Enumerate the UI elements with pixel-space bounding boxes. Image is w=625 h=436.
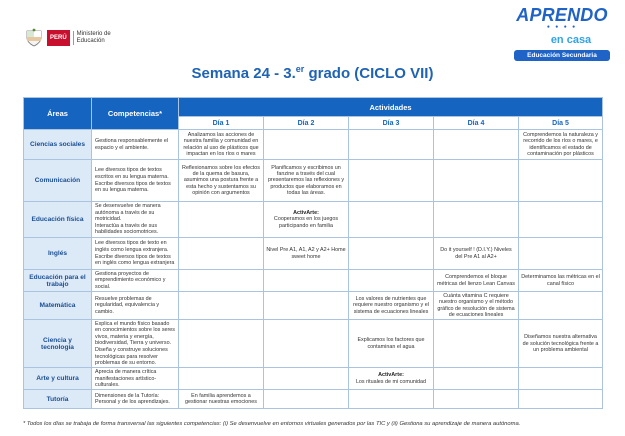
day-5-cell xyxy=(519,160,603,202)
day-3-cell xyxy=(349,390,434,409)
area-label: Matemática xyxy=(24,292,92,320)
day-2-cell xyxy=(264,292,349,320)
table-row xyxy=(24,160,603,202)
day-1-cell: En familia aprendemos a gestionar nuestras emociones xyxy=(179,390,264,409)
logo-sub-text: en casa xyxy=(550,34,592,46)
area-label: Arte y cultura xyxy=(24,368,92,390)
day-1-cell xyxy=(179,202,264,238)
competencias-cell: Resuelve problemas de regularidad, equivalencia y cambio. xyxy=(92,292,179,320)
day-2-cell: ActivArte: Cooperamos en los juegos participando en familia xyxy=(264,202,349,238)
table-row xyxy=(24,130,603,160)
header-competencias: Competencias* xyxy=(92,98,179,130)
title-sup: er xyxy=(295,64,305,74)
activarte-label: ActivArte: xyxy=(378,372,404,379)
day-3-cell xyxy=(349,130,434,160)
peru-label: PERÚ xyxy=(47,30,70,46)
header-areas: Áreas xyxy=(24,98,92,130)
day-3-cell: ActivArte: Los rituales de mi comunidad xyxy=(349,368,434,390)
aprendo-en-casa-logo xyxy=(514,6,610,61)
table-row xyxy=(24,390,603,409)
day-3-cell xyxy=(349,238,434,270)
table-row xyxy=(24,320,603,368)
area-label: Inglés xyxy=(24,238,92,270)
day-3-cell xyxy=(349,202,434,238)
day-5-cell xyxy=(519,202,603,238)
table-row xyxy=(24,368,603,390)
area-label: Ciencias sociales xyxy=(24,130,92,160)
day-2-cell: Nivel Pre A1, A1, A2 y A2+ Home sweet home xyxy=(264,238,349,270)
day-5-cell: Diseñamos nuestra alternativa de solución tecnológica frente a un problema ambiental xyxy=(519,320,603,368)
competencias-cell: Explica el mundo físico basado en conocimientos sobre los seres vivos, materia y energía, biodiversidad, Tierra y universo. Diseña y construye soluciones tecnológicas para resolver problemas de su entorno. xyxy=(92,320,179,368)
logo-level-badge: Educación Secundaria xyxy=(514,50,610,61)
day-4-cell xyxy=(434,368,519,390)
logo-dots-icon: ● ● ● ● xyxy=(546,24,578,30)
header-day-3: Día 3 xyxy=(349,117,434,130)
day-1-cell: Analizamos las acciones de nuestra familia y comunidad en relación al uso de plásticos que impactan en los ríos o mares xyxy=(179,130,264,160)
day-2-cell xyxy=(264,368,349,390)
day-3-cell: Los valores de nutrientes que requiere nuestro organismo y el sistema de ecuaciones lineales xyxy=(349,292,434,320)
day-4-cell xyxy=(434,130,519,160)
page-title xyxy=(0,64,625,82)
competencias-cell: Dimensiones de la Tutoría: Personal y de los aprendizajes. xyxy=(92,390,179,409)
day-1-cell: Reflexionamos sobre los efectos de la quema de basura, asumimos una postura frente a esta hecho y sustentamos su opinión con argumentos xyxy=(179,160,264,202)
day-2-cell: Planificamos y escribimos un fanzine a través del cual presentaremos las reflexiones y productos que elaboramos en todas las áreas. xyxy=(264,160,349,202)
day-1-cell xyxy=(179,238,264,270)
area-label: Comunicación xyxy=(24,160,92,202)
day-4-cell xyxy=(434,160,519,202)
table-row xyxy=(24,238,603,270)
day-5-cell xyxy=(519,368,603,390)
activarte-label: ActivArte: xyxy=(293,210,319,217)
day-4-cell: Cuánta vitamina C requiere nuestro organismo y el método gráfico de resolución de sistema de ecuaciones lineales xyxy=(434,292,519,320)
header-actividades: Actividades xyxy=(179,98,603,117)
day-2-cell xyxy=(264,390,349,409)
logo-main-text: APRENDO xyxy=(516,5,608,25)
competencias-cell: Se desenvuelve de manera autónoma a través de su motricidad. Interactúa a través de sus habilidades sociomotrices. xyxy=(92,202,179,238)
title-main: Semana 24 - 3. xyxy=(191,65,296,82)
competencias-cell: Lee diversos tipos de texto en inglés como lengua extranjera. Escribe diversos tipos de textos en inglés como lengua extranjera xyxy=(92,238,179,270)
day-4-cell xyxy=(434,390,519,409)
coat-of-arms-icon xyxy=(24,28,44,48)
competencias-cell: Lee diversos tipos de textos escritos en su lengua materna. Escribe diversos tipos de textos en su lengua materna. xyxy=(92,160,179,202)
day-4-cell xyxy=(434,320,519,368)
header-day-5: Día 5 xyxy=(519,117,603,130)
area-label: Tutoría xyxy=(24,390,92,409)
ministry-label: Ministerio de Educación xyxy=(73,31,133,45)
day-5-cell xyxy=(519,238,603,270)
area-label: Ciencia y tecnología xyxy=(24,320,92,368)
day-1-cell xyxy=(179,270,264,292)
area-label: Educación física xyxy=(24,202,92,238)
competencias-cell: Aprecia de manera crítica manifestaciones artístico-culturales. xyxy=(92,368,179,390)
day-2-cell xyxy=(264,130,349,160)
schedule-table xyxy=(23,97,603,409)
table-row xyxy=(24,292,603,320)
day-1-cell xyxy=(179,292,264,320)
title-rest: grado (CICLO VII) xyxy=(304,65,434,82)
day-2-cell xyxy=(264,320,349,368)
day-5-cell: Determinamos las métricas en el canal físico xyxy=(519,270,603,292)
day-5-cell xyxy=(519,292,603,320)
day-3-cell: Explicamos los factores que contaminan el agua xyxy=(349,320,434,368)
header-day-1: Día 1 xyxy=(179,117,264,130)
minedu-logo xyxy=(24,28,133,48)
day-5-cell: Comprendemos la naturaleza y recorrido de los ríos o mares, e identificamos el estado de contaminación por plásticos xyxy=(519,130,603,160)
competencias-cell: Gestiona responsablemente el espacio y el ambiente. xyxy=(92,130,179,160)
day-1-cell xyxy=(179,320,264,368)
table-row xyxy=(24,202,603,238)
header-day-2: Día 2 xyxy=(264,117,349,130)
competencias-cell: Gestiona proyectos de emprendimiento económico y social. xyxy=(92,270,179,292)
day-4-cell xyxy=(434,202,519,238)
day-4-cell: Comprendemos el bloque métricas del lienzo Lean Canvas xyxy=(434,270,519,292)
day-2-cell xyxy=(264,270,349,292)
footnote: * Todos los días se trabaja de forma transversal las siguientes competencias: (i) Se desenvuelve en entornos virtuales generados por las TIC y (ii) Gestiona su aprendizaje de manera autónoma. xyxy=(23,421,521,427)
day-4-cell: Do it yourself ! (D.I.Y.) Niveles del Pre A1 al A2+ xyxy=(434,238,519,270)
header xyxy=(0,0,625,60)
day-1-cell xyxy=(179,368,264,390)
header-day-4: Día 4 xyxy=(434,117,519,130)
day-3-cell xyxy=(349,270,434,292)
day-3-cell xyxy=(349,160,434,202)
day-5-cell xyxy=(519,390,603,409)
area-label: Educación para el trabajo xyxy=(24,270,92,292)
table-row xyxy=(24,270,603,292)
